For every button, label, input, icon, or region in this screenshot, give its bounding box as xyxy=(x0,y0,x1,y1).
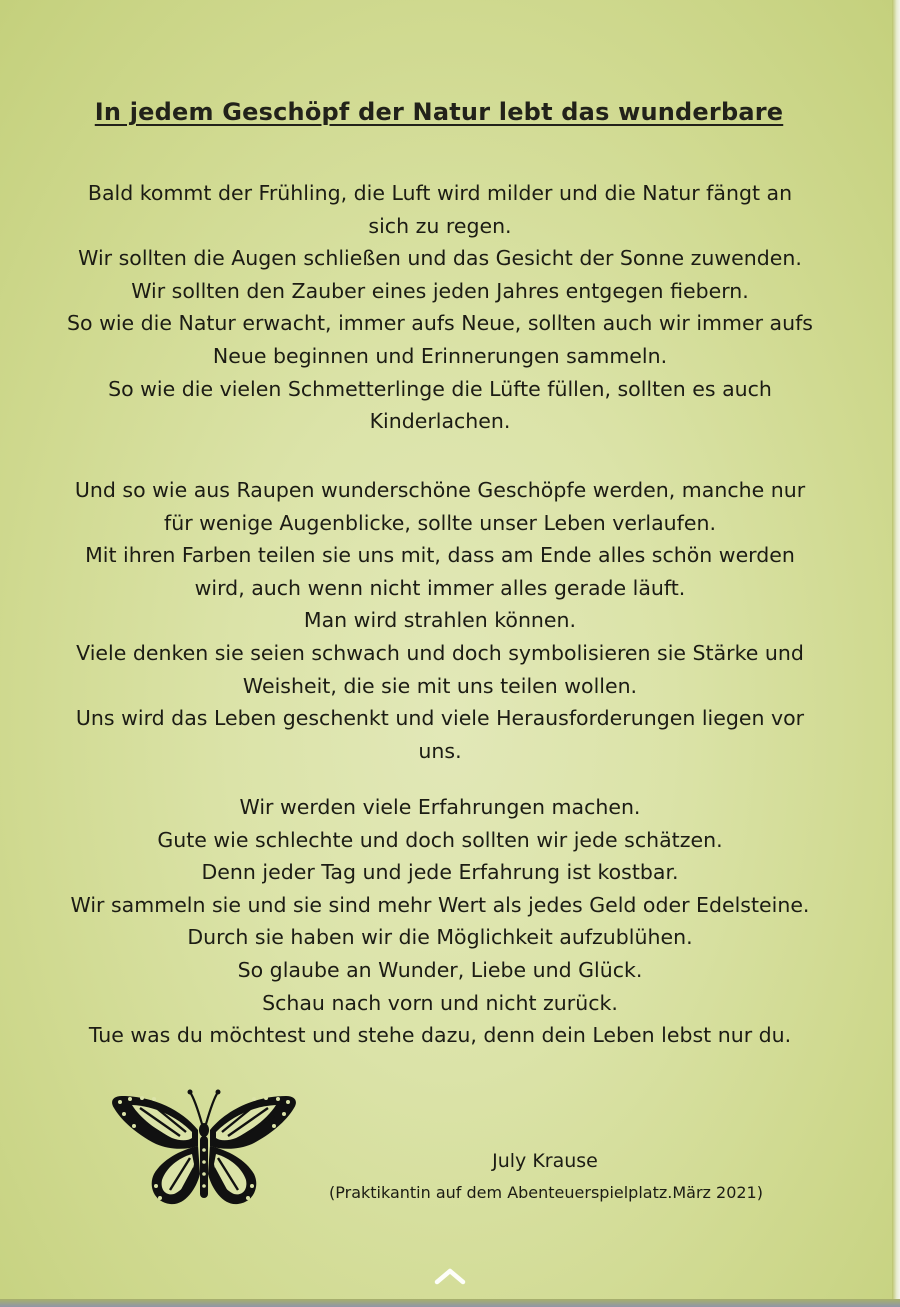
text-line: Bald kommt der Frühling, die Luft wird milder und die Natur fängt an xyxy=(87,181,793,205)
text-line: Denn jeder Tag und jede Erfahrung ist kostbar. xyxy=(201,860,679,885)
stanza xyxy=(40,474,840,767)
text-line: Wir sollten die Augen schließen und das Gesicht der Sonne zuwenden. xyxy=(78,246,802,271)
text-line: Tue was du möchtest und stehe dazu, denn dein Leben lebst nur du. xyxy=(88,1023,792,1048)
text-line: Mit ihren Farben teilen sie uns mit, dass am Ende alles schön werden xyxy=(85,543,795,568)
author-name: July Krause xyxy=(492,1150,598,1172)
text-line: Neue beginnen und Erinnerungen sammeln. xyxy=(212,343,668,368)
text-line: So wie die vielen Schmetterlinge die Lüfte füllen, sollten es auch xyxy=(108,376,772,401)
text-line: So wie die Natur erwacht, immer aufs Neue, sollten auch wir immer aufs xyxy=(67,311,813,336)
text-line: Durch sie haben wir die Möglichkeit aufzublühen. xyxy=(187,925,693,950)
butterfly-icon xyxy=(110,1086,298,1208)
document-title: In jedem Geschöpf der Natur lebt das wunderbare xyxy=(94,98,784,126)
text-line: Viele denken sie seien schwach und doch symbolisieren sie Stärke und xyxy=(76,640,804,665)
text-line: Uns wird das Leben geschenkt und viele Herausforderungen liegen vor xyxy=(75,706,805,731)
text-line: Gute wie schlechte und doch sollten wir jede schätzen. xyxy=(157,827,723,852)
stanza xyxy=(40,791,840,1052)
text-line: sich zu regen. xyxy=(368,213,512,238)
page-edge-right xyxy=(892,0,900,1307)
text-line: Schau nach vorn und nicht zurück. xyxy=(262,990,618,1015)
page-edge-bottom xyxy=(0,1299,900,1307)
text-line: Weisheit, die sie mit uns teilen wollen. xyxy=(242,673,638,698)
text-line: Man wird strahlen können. xyxy=(303,608,577,633)
text-line: für wenige Augenblicke, sollte unser Leben verlaufen. xyxy=(163,510,717,535)
text-line: Wir werden viele Erfahrungen machen. xyxy=(239,795,641,819)
text-line: Wir sammeln sie und sie sind mehr Wert als jedes Geld oder Edelsteine. xyxy=(70,892,810,917)
text-line: wird, auch wenn nicht immer alles gerade läuft. xyxy=(194,575,686,600)
chevron-up-icon[interactable] xyxy=(433,1266,467,1286)
text-line: Kinderlachen. xyxy=(369,409,511,434)
stanza xyxy=(40,177,840,438)
text-line: Und so wie aus Raupen wunderschöne Geschöpfe werden, manche nur xyxy=(74,478,806,502)
text-line: So glaube an Wunder, Liebe und Glück. xyxy=(237,957,643,982)
author-note: (Praktikantin auf dem Abenteuerspielplatz.März 2021) xyxy=(329,1183,763,1202)
text-line: uns. xyxy=(418,738,462,763)
text-line: Wir sollten den Zauber eines jeden Jahres entgegen fiebern. xyxy=(131,278,749,303)
